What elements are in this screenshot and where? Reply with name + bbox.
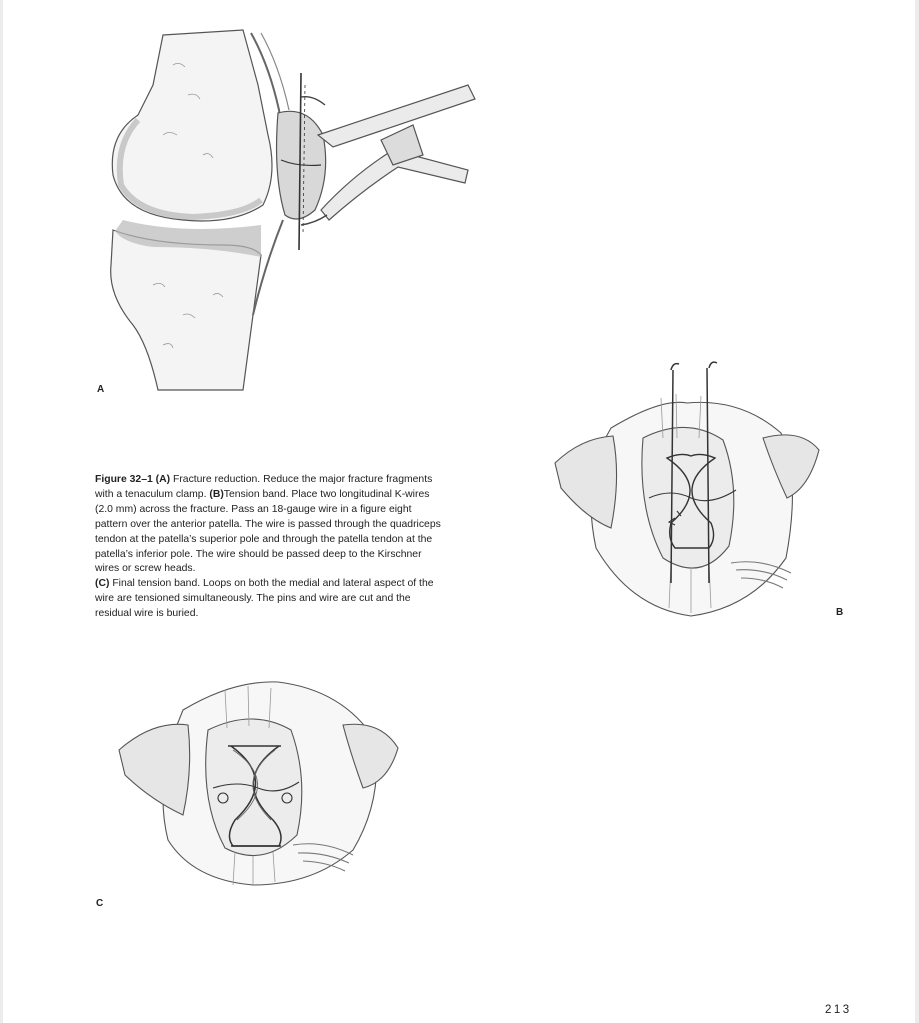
figure-b-label: B — [836, 607, 844, 618]
book-page — [3, 0, 915, 1023]
figure-c-label: C — [96, 898, 104, 909]
caption-b-tag: (B) — [209, 488, 224, 500]
caption-b-text: Tension band. Place two longitudinal K-wires (2.0 mm) across the fracture. Pass an 18-gauge wire in a figure eight pattern over the anterior patella. The wire is passed through the quadriceps tendon at the patella’s superior pole and through the patella tendon at the patella’s inferior pole. The wire should be passed deep to the Kirschner wires or screw heads. — [95, 488, 441, 575]
figure-a-label: A — [97, 384, 105, 395]
caption-a-tag: (A) — [155, 474, 171, 485]
figure-a-illustration — [93, 25, 483, 397]
caption-figure-number: Figure 32–1 — [95, 474, 153, 485]
caption-c-tag: (C) — [95, 578, 110, 590]
figure-b-illustration — [551, 358, 823, 620]
figure-c-illustration — [113, 670, 403, 892]
caption-a-text: Fracture reduction. Reduce the major fracture fragments with a tenaculum clamp. — [95, 474, 433, 500]
figure-caption — [95, 473, 445, 622]
caption-c-text: Final tension band. Loops on both the medial and lateral aspect of the wire are tensioned simultaneously. The pins and wire are cut and the residual wire is buried. — [95, 578, 434, 620]
page-number: 213 — [825, 1004, 852, 1016]
